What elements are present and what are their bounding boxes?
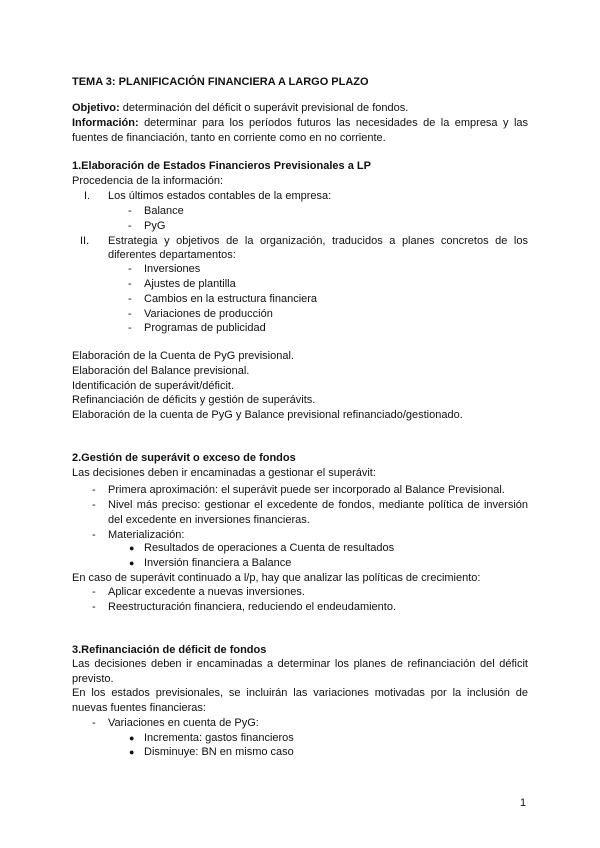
page-number: 1 bbox=[520, 797, 527, 809]
s1-intro: Procedencia de la información: bbox=[72, 175, 224, 187]
list-item: Ajustes de plantilla bbox=[144, 278, 236, 290]
sub-item: Disminuye: BN en mismo caso bbox=[144, 746, 294, 758]
dash-marker: - bbox=[128, 308, 132, 320]
step: Refinanciación de déficits y gestión de superávits. bbox=[72, 394, 316, 406]
s3-paragraph-1: Las decisiones deben ir encaminadas a determinar los planes de refinanciación del déficit bbox=[72, 658, 528, 670]
dash-marker: - bbox=[128, 220, 132, 232]
bullet-icon: ● bbox=[129, 733, 135, 743]
s3-paragraph-2-cont: nuevas fuentes financieras: bbox=[72, 702, 206, 714]
dash-marker: - bbox=[92, 601, 96, 613]
bullet-icon: ● bbox=[129, 747, 135, 757]
objetivo-text: determinación del déficit o superávit previsional de fondos. bbox=[119, 102, 409, 114]
list-item: Materialización: bbox=[108, 529, 185, 541]
dash-marker: - bbox=[128, 293, 132, 305]
s1-item-i: Los últimos estados contables de la empresa: bbox=[108, 190, 332, 202]
step: Elaboración de la cuenta de PyG y Balance previsional refinanciado/gestionado. bbox=[72, 409, 463, 421]
section-1-heading: 1.Elaboración de Estados Financieros Previsionales a LP bbox=[72, 160, 371, 172]
sub-item: Incrementa: gastos financieros bbox=[144, 732, 294, 744]
informacion-line bbox=[72, 116, 528, 130]
dash-marker: - bbox=[128, 263, 132, 275]
s2-intro: Las decisiones deben ir encaminadas a gestionar el superávit: bbox=[72, 467, 376, 479]
list-item: Balance bbox=[144, 205, 184, 217]
document-title: TEMA 3: PLANIFICACIÓN FINANCIERA A LARGO PLAZO bbox=[72, 76, 369, 88]
sub-item: Resultados de operaciones a Cuenta de resultados bbox=[144, 542, 395, 554]
dash-marker: - bbox=[92, 529, 96, 541]
informacion-label: Información: bbox=[72, 117, 139, 129]
dash-marker: - bbox=[92, 484, 96, 496]
list-item: Variaciones en cuenta de PyG: bbox=[108, 717, 259, 729]
step: Identificación de superávit/déficit. bbox=[72, 380, 235, 392]
dash-marker: - bbox=[128, 278, 132, 290]
list-item: Primera aproximación: el superávit puede ser incorporado al Balance Previsional. bbox=[108, 484, 505, 496]
list-item: Nivel más preciso: gestionar el excedente de fondos, mediante política de inversión bbox=[108, 499, 528, 511]
list-item: Reestructuración financiera, reduciendo el endeudamiento. bbox=[108, 601, 397, 613]
list-item: Variaciones de producción bbox=[144, 308, 273, 320]
s3-paragraph-1-cont: previsto. bbox=[72, 673, 114, 685]
informacion-text-2: fuentes de financiación, tanto en corriente como en no corriente. bbox=[72, 132, 386, 144]
dash-marker: - bbox=[128, 205, 132, 217]
bullet-icon: ● bbox=[129, 543, 135, 553]
objetivo-label: Objetivo: bbox=[72, 102, 120, 114]
list-item-cont: del excedente en inversiones financieras. bbox=[108, 514, 310, 526]
dash-marker: - bbox=[92, 717, 96, 729]
list-item: PyG bbox=[144, 220, 166, 232]
s1-item-ii: Estrategia y objetivos de la organización, traducidos a planes concretos de los bbox=[108, 235, 528, 247]
informacion-text: determinar para los períodos futuros las necesidades de la empresa y las bbox=[138, 117, 528, 129]
list-item: Cambios en la estructura financiera bbox=[144, 293, 318, 305]
sub-item: Inversión financiera a Balance bbox=[144, 557, 292, 569]
dash-marker: - bbox=[92, 499, 96, 511]
step: Elaboración de la Cuenta de PyG previsional. bbox=[72, 350, 294, 362]
dash-marker: - bbox=[128, 322, 132, 334]
section-2-heading: 2.Gestión de superávit o exceso de fondos bbox=[72, 452, 296, 464]
roman-marker: I. bbox=[84, 190, 91, 202]
bullet-icon: ● bbox=[129, 558, 135, 568]
list-item: Programas de publicidad bbox=[144, 322, 266, 334]
s3-paragraph-2: En los estados previsionales, se incluirán las variaciones motivadas por la inclusión de bbox=[72, 687, 528, 699]
objetivo-line bbox=[72, 101, 408, 115]
list-item: Aplicar excedente a nuevas inversiones. bbox=[108, 586, 305, 598]
roman-marker: II. bbox=[80, 235, 90, 247]
step: Elaboración del Balance previsional. bbox=[72, 365, 250, 377]
dash-marker: - bbox=[92, 586, 96, 598]
s2-paragraph: En caso de superávit continuado a l/p, hay que analizar las políticas de crecimiento: bbox=[72, 572, 481, 584]
s1-item-ii-cont: diferentes departamentos: bbox=[108, 249, 236, 261]
list-item: Inversiones bbox=[144, 263, 201, 275]
section-3-heading: 3.Refinanciación de déficit de fondos bbox=[72, 644, 267, 656]
